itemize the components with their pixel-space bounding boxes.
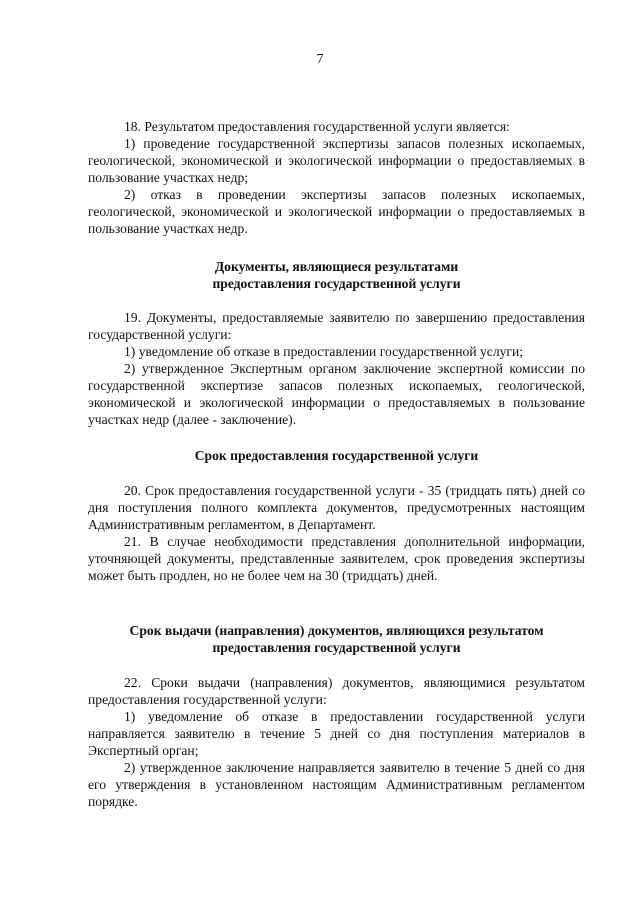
paragraph-22-item-1: 1) уведомление об отказе в предоставлении государственной услуги направляется заявителю в течение 5 дней со дня поступления материалов в Экспертный орган;	[88, 709, 585, 758]
paragraph-18-intro: 18. Результатом предоставления государственной услуги является:	[124, 119, 510, 134]
section-18	[88, 118, 585, 237]
heading-line: Срок предоставления государственной услуги	[194, 448, 479, 463]
heading-result-documents	[88, 258, 585, 292]
heading-line: Документы, являющиеся результатами	[214, 259, 459, 274]
paragraph-22-intro: 22. Сроки выдачи (направления) документов, являющимися результатом предоставления государственной услуги:	[88, 675, 585, 707]
paragraph-21: 21. В случае необходимости представления дополнительной информации, уточняющей документы, представленные заявителем, срок проведения экспертизы может быть продлен, но не более чем на 30 (тридцать) дней.	[88, 534, 585, 583]
section-20-21	[88, 482, 585, 584]
paragraph-18-item-2: 2) отказ в проведении экспертизы запасов полезных ископаемых, геологической, экономической и экологической информации о предоставляемых в пользование участках недр.	[88, 187, 585, 236]
section-22	[88, 674, 585, 810]
paragraph-18-item-1: 1) проведение государственной экспертизы запасов полезных ископаемых, геологической, экономической и экологической информации о предоставляемых в пользование участках недр;	[88, 136, 585, 185]
heading-issue-term	[88, 622, 585, 656]
paragraph-22-item-2: 2) утвержденное заключение направляется заявителю в течение 5 дней со дня его утверждения в установленном настоящим Административным регламентом порядке.	[88, 760, 585, 809]
heading-line: Срок выдачи (направления) документов, являющихся результатом	[129, 623, 544, 638]
paragraph-19-item-1: 1) уведомление об отказе в предоставлении государственной услуги;	[124, 344, 524, 359]
paragraph-19-intro: 19. Документы, предоставляемые заявителю по завершению предоставления государственной услуги:	[88, 310, 585, 342]
section-19	[88, 309, 585, 428]
heading-line: предоставления государственной услуги	[212, 276, 461, 291]
paragraph-20: 20. Срок предоставления государственной услуги - 35 (тридцать пять) дней со дня поступления полного комплекта документов, предусмотренных настоящим Административным регламентом, в Департамент.	[88, 483, 585, 532]
heading-service-term	[88, 447, 585, 464]
page-number: 7	[316, 51, 324, 66]
heading-line: предоставления государственной услуги	[212, 640, 461, 655]
paragraph-19-item-2: 2) утвержденное Экспертным органом заключение экспертной комиссии по государственной экспертизе запасов полезных ископаемых, геологической, экономической и экологической информации о предоставляемых в пользование участках недр (далее - заключение).	[88, 361, 585, 427]
